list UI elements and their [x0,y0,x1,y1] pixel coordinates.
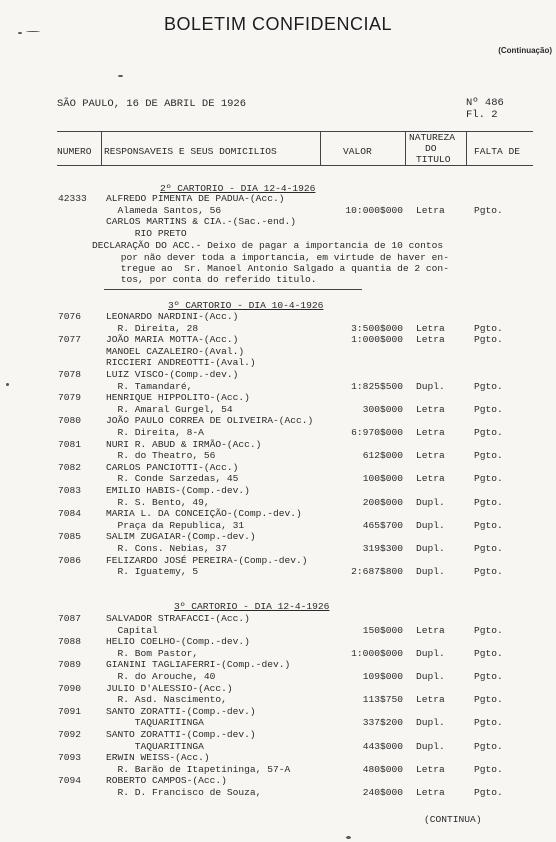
table-row [0,311,556,322]
table-row [0,415,556,426]
entry-reason: Pgto. [474,763,503,775]
entry-party: MARIA L. DA CONCEIÇÃO-(Comp.-dev.) [106,508,302,520]
print-speck [118,75,123,77]
table-row [0,659,556,670]
entry-value: 480$000 [362,763,403,775]
entry-title-type: Dupl. [416,717,445,729]
entry-reason: Pgto. [474,334,503,346]
table-row [0,636,556,647]
column-header-titulo: TITULO [416,154,451,165]
entry-title-type: Dupl. [416,519,445,531]
bulletin-number: Nº 486 [466,97,504,109]
entry-number: 7091 [58,705,82,717]
table-row [0,508,556,519]
section-heading: 3º CARTORIO - DIA 12-4-1926 [174,601,330,612]
entry-title-type: Letra [416,787,445,798]
entry-party: JOÃO PAULO CORREA DE OLIVEIRA-(Acc.) [106,415,314,427]
table-row [0,694,556,705]
entry-party: MANOEL CAZALEIRO-(Aval.) [106,345,245,357]
entry-party: ERWIN WEISS-(Acc.) [106,752,210,764]
entry-number: 7092 [58,729,82,740]
entry-party: R. do Theatro, 56 [106,450,216,462]
entry-number: 7084 [58,508,82,520]
entry-number: 7082 [58,461,82,473]
declaration-line: tos, por conta do referido titulo. [92,274,317,285]
entry-party: CARLOS MARTINS & CIA.-(Sac.-end.) [106,216,296,228]
entry-party: TAQUARITINGA [106,740,204,752]
table-row [0,787,556,798]
entry-title-type: Letra [416,427,445,438]
entry-party: R. Conde Sarzedas, 45 [106,473,239,485]
entry-party: Praça da Republica, 31 [106,519,245,531]
entry-reason: Pgto. [474,566,503,578]
entry-value: 150$000 [362,624,403,636]
entry-party: CARLOS PANCIOTTI-(Acc.) [106,461,239,473]
table-row [0,741,556,752]
entry-title-type: Dupl. [416,496,445,508]
column-header-do: DO [425,143,437,154]
table-row [0,683,556,694]
entry-value: 109$000 [362,671,403,682]
entry-number: 7079 [58,392,82,404]
entry-number: 7077 [58,334,82,346]
entry-value: 200$000 [362,496,403,508]
section-rule [104,289,362,290]
entry-reason: Pgto. [474,787,503,798]
entry-value: 612$000 [362,450,403,462]
entry-party: LUIZ VISCO-(Comp.-dev.) [106,369,239,380]
column-divider [466,131,467,166]
entry-party: JULIO D'ALESSIO-(Acc.) [106,682,233,694]
entry-value: 3:500$000 [351,322,403,334]
entry-party: R. Barão de Itapetininga, 57-A [106,763,291,775]
section-heading: 2º CARTORIO - DIA 12-4-1926 [160,183,316,194]
entry-party: HELIO COELHO-(Comp.-dev.) [106,636,250,648]
entry-number: 7094 [58,775,82,787]
table-row [0,648,556,659]
entry-number: 7093 [58,752,82,764]
print-speck [26,31,40,32]
entry-title-type: Dupl. [416,566,445,578]
entry-reason: Pgto. [474,624,503,636]
table-row [0,334,556,345]
table-row [0,381,556,392]
entry-party: R. Direita, 28 [106,322,199,334]
declaration-line: por não dever toda a importancia, em virtude de haver en- [92,251,449,263]
entry-reason: Pgto. [474,380,503,392]
table-row [0,671,556,682]
entry-title-type: Dupl. [416,543,445,554]
header-top-rule [57,131,533,132]
entry-reason: Pgto. [474,403,503,415]
entry-reason: Pgto. [474,450,503,462]
entry-party: R. Asd. Nascimento, [106,694,227,706]
table-row [0,717,556,728]
entry-title-type: Dupl. [416,671,445,682]
table-row [0,625,556,636]
entry-reason: Pgto. [474,427,503,438]
entry-reason: Pgto. [474,671,503,682]
sheet-number: Fl. 2 [466,109,498,121]
entry-party: R. do Arouche, 40 [106,671,216,682]
entry-title-type: Letra [416,624,445,636]
entry-party: LEONARDO NARDINI-(Acc.) [106,311,239,322]
entry-party: R. D. Francisco de Souza, [106,787,262,798]
entry-value: 1:000$000 [351,647,403,659]
entry-party: SALVADOR STRAFACCI-(Acc.) [106,613,250,624]
place-date: SÃO PAULO, 16 DE ABRIL DE 1926 [57,98,247,110]
table-row [0,775,556,786]
entry-reason: Pgto. [474,322,503,334]
entry-title-type: Letra [416,403,445,415]
entry-party: RIO PRETO [106,227,187,239]
declaration-line: DECLARAÇÃO DO ACC.- Deixo de pagar a importancia de 10 contos [92,240,444,252]
table-row [0,706,556,717]
table-row [0,216,556,227]
entry-number: 7090 [58,682,82,694]
entry-title-type: Dupl. [416,647,445,659]
column-divider [405,131,406,166]
declaration-line: tregue ao Sr. Manoel Antonio Salgado a quantia de 2 con- [92,262,449,274]
table-row [0,531,556,542]
column-header-responsaveis: RESPONSAVEIS E SEUS DOMICILIOS [104,146,277,157]
header-bottom-rule [57,165,533,166]
entry-party: Capital [106,624,158,636]
section-heading: 3º CARTORIO - DIA 10-4-1926 [168,300,324,311]
entry-value: 1:000$000 [351,334,403,346]
table-row [0,439,556,450]
entry-reason: Pgto. [474,694,503,706]
table-row [0,392,556,403]
entry-reason: Pgto. [474,519,503,531]
entry-title-type: Letra [416,204,445,216]
entry-party: ALFREDO PIMENTA DE PADUA-(Acc.) [106,193,285,204]
entry-number: 7087 [58,613,82,624]
entry-number: 7086 [58,554,82,566]
entry-reason: Pgto. [474,473,503,485]
column-header-numero: NUMERO [57,146,92,157]
entry-party: R. Amaral Gurgel, 54 [106,403,233,415]
entry-value: 319$300 [362,543,403,554]
entry-party: Alameda Santos, 56 [106,204,222,216]
entry-number: 7089 [58,659,82,671]
column-divider [101,131,102,166]
entry-party: R. S. Bento, 49, [106,496,210,508]
entry-value: 337$200 [362,717,403,729]
print-speck [18,32,22,34]
entry-reason: Pgto. [474,543,503,554]
table-row [0,764,556,775]
table-row [0,543,556,554]
entry-party: SANTO ZORATTI-(Comp.-dev.) [106,729,256,740]
entry-party: RICCIERI ANDREOTTI-(Aval.) [106,357,256,369]
entry-number: 42333 [58,193,87,204]
entry-reason: Pgto. [474,740,503,752]
entry-value: 2:687$800 [351,566,403,578]
entry-party: R. Direita, 8-A [106,427,204,438]
entry-party: SALIM ZUGAIAR-(Comp.-dev.) [106,531,256,543]
table-row [0,193,556,204]
table-row [0,497,556,508]
entry-title-type: Letra [416,334,445,346]
table-row [0,520,556,531]
entry-reason: Pgto. [474,717,503,729]
entry-value: 465$700 [362,519,403,531]
table-row [0,729,556,740]
continuation-note: (Continuação) [498,46,552,55]
entry-number: 7081 [58,438,82,450]
entry-party: FELIZARDO JOSÉ PEREIRA-(Comp.-dev.) [106,554,308,566]
entry-number: 7080 [58,415,82,427]
continua-note: (CONTINUA) [424,814,482,825]
print-speck [346,836,351,839]
entry-title-type: Letra [416,694,445,706]
table-row [0,450,556,461]
column-divider [320,131,321,166]
table-row [0,228,556,239]
table-row [0,404,556,415]
entry-value: 100$000 [362,473,403,485]
entry-reason: Pgto. [474,204,503,216]
entry-party: ROBERTO CAMPOS-(Acc.) [106,775,227,787]
entry-party: SANTO ZORATTI-(Comp.-dev.) [106,705,256,717]
table-row [0,205,556,216]
entry-party: R. Cons. Nebias, 37 [106,543,227,554]
entry-value: 6:970$000 [351,427,403,438]
entry-number: 7088 [58,636,82,648]
entry-value: 1:825$500 [351,380,403,392]
entry-number: 7085 [58,531,82,543]
table-row [0,323,556,334]
table-row [0,473,556,484]
entry-title-type: Letra [416,322,445,334]
entry-value: 10:000$000 [345,204,403,216]
entry-party: R. Bom Pastor, [106,647,199,659]
table-row [0,369,556,380]
table-row [0,752,556,763]
table-row [0,485,556,496]
table-row [0,427,556,438]
entry-reason: Pgto. [474,647,503,659]
entry-party: JOÃO MARIA MOTTA-(Acc.) [106,334,239,346]
entry-party: R. Iguatemy, 5 [106,566,199,578]
table-row [0,346,556,357]
entry-number: 7076 [58,311,82,322]
column-header-valor: VALOR [343,146,372,157]
entry-party: GIANINI TAGLIAFERRI-(Comp.-dev.) [106,659,291,671]
entry-party: NURI R. ABUD & IRMÃO-(Acc.) [106,438,262,450]
entry-title-type: Dupl. [416,380,445,392]
table-row [0,613,556,624]
table-row [0,566,556,577]
entry-value: 443$000 [362,740,403,752]
entry-party: HENRIQUE HIPPOLITO-(Acc.) [106,392,250,404]
entry-reason: Pgto. [474,496,503,508]
entry-title-type: Dupl. [416,740,445,752]
entry-party: EMILIO HABIS-(Comp.-dev.) [106,485,250,496]
document-title: BOLETIM CONFIDENCIAL [163,14,393,34]
entry-value: 300$000 [362,403,403,415]
entry-value: 240$000 [362,787,403,798]
entry-title-type: Letra [416,763,445,775]
table-row [0,357,556,368]
column-header-natureza: NATUREZA [409,132,456,143]
entry-party: TAQUARITINGA [106,717,204,729]
entry-value: 113$750 [362,694,403,706]
table-row [0,555,556,566]
entry-title-type: Letra [416,473,445,485]
column-header-falta: FALTA DE [474,146,521,157]
entry-number: 7078 [58,369,82,380]
entry-party: R. Tamandaré, [106,380,193,392]
table-row [0,462,556,473]
entry-number: 7083 [58,485,82,496]
print-speck [6,383,9,386]
entry-title-type: Letra [416,450,445,462]
